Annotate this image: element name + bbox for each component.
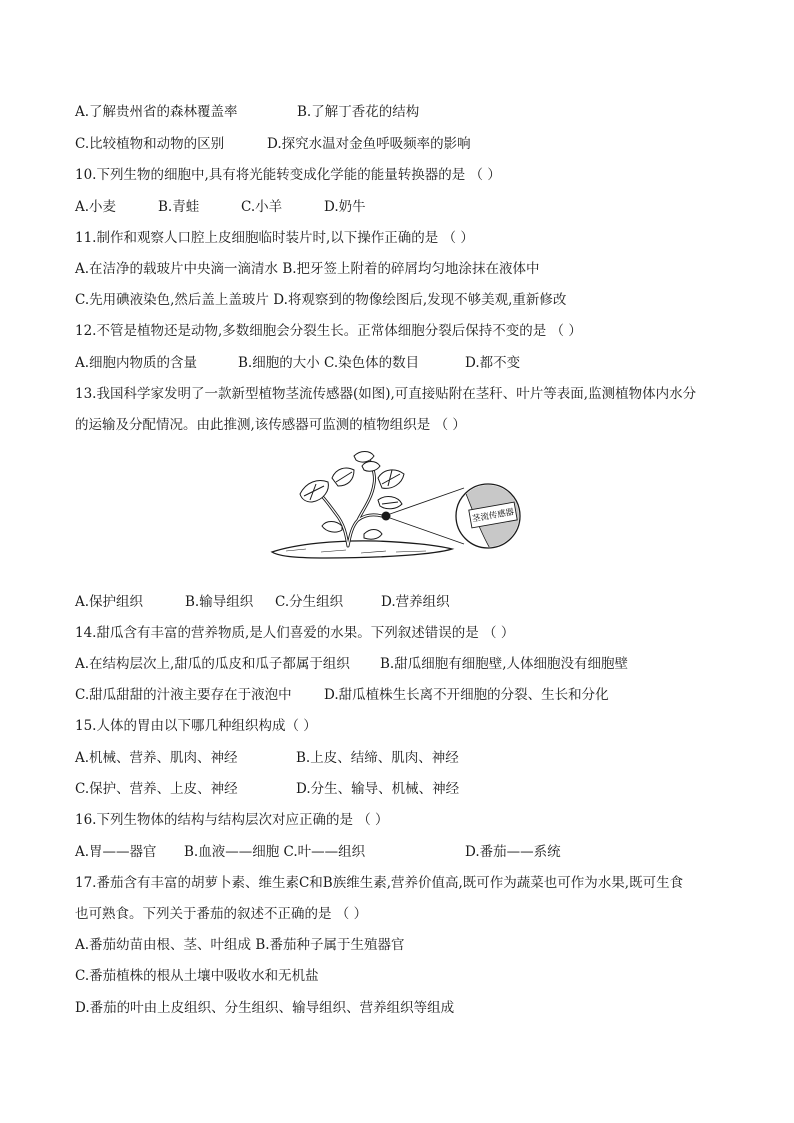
q15-option-a: A.机械、营养、肌肉、神经 xyxy=(75,750,238,766)
q17-option-d: D.番茄的叶由上皮组织、分生组织、输导组织、营养组织等组成 xyxy=(75,1000,455,1016)
plant-sensor-illustration xyxy=(266,448,526,566)
q13-option-d: D.营养组织 xyxy=(381,594,450,610)
ground-hatching xyxy=(286,549,426,553)
plant-sensor-figure xyxy=(266,448,526,566)
q11-options-row-1: A.在洁净的载玻片中央滴一滴清水 B.把牙签上附着的碎屑均匀地涂抹在液体中 xyxy=(75,261,540,277)
q12-stem: 12.不管是植物还是动物,多数细胞会分裂生长。正常体细胞分裂后保持不变的是 （ ） xyxy=(75,323,582,339)
q11-stem: 11.制作和观察人口腔上皮细胞临时装片时,以下操作正确的是 （ ） xyxy=(75,230,474,246)
q9-option-c: C.比较植物和动物的区别 xyxy=(75,136,225,152)
q15-option-b: B.上皮、结缔、肌肉、神经 xyxy=(296,750,459,766)
q10-option-d: D.奶牛 xyxy=(324,199,366,215)
q17-stem-line-2: 也可熟食。下列关于番茄的叙述不正确的是 （ ） xyxy=(75,906,368,922)
q12-option-bc: B.细胞的大小 C.染色体的数目 xyxy=(238,355,420,371)
q9-option-d: D.探究水温对金鱼呼吸频率的影响 xyxy=(267,136,471,152)
q11-options-row-2: C.先用碘液染色,然后盖上盖玻片 D.将观察到的物像绘图后,发现不够美观,重新修改 xyxy=(75,292,567,308)
q13-option-b: B.输导组织 xyxy=(185,594,254,610)
q15-option-d: D.分生、输导、机械、神经 xyxy=(296,781,460,797)
q14-option-a: A.在结构层次上,甜瓜的瓜皮和瓜子都属于组织 xyxy=(75,656,350,672)
q14-stem: 14.甜瓜含有丰富的营养物质,是人们喜爱的水果。下列叙述错误的是 （ ） xyxy=(75,625,515,641)
q17-option-c: C.番茄植株的根从土壤中吸收水和无机盐 xyxy=(75,968,319,984)
q13-option-a: A.保护组织 xyxy=(75,594,144,610)
sensor-attachment-dot xyxy=(382,512,391,521)
q13-stem-line-2: 的运输及分配情况。由此推测,该传感器可监测的植物组织是 （ ） xyxy=(75,417,466,433)
q17-options-row-1: A.番茄幼苗由根、茎、叶组成 B.番茄种子属于生殖器官 xyxy=(75,937,405,953)
q9-option-b: B.了解丁香花的结构 xyxy=(297,104,420,120)
q16-option-a: A.胃——器官 xyxy=(75,844,157,860)
q15-stem: 15.人体的胃由以下哪几种组织构成（ ） xyxy=(75,718,317,734)
q12-option-d: D.都不变 xyxy=(465,355,521,371)
q17-stem-line-1: 17.番茄含有丰富的胡萝卜素、维生素C和B族维生素,营养价值高,既可作为蔬菜也可作为水果,既可生食 xyxy=(75,875,684,891)
q9-option-a: A.了解贵州省的森林覆盖率 xyxy=(75,104,238,120)
q10-option-c: C.小羊 xyxy=(241,199,283,215)
q14-option-c: C.甜瓜甜甜的汁液主要存在于液泡中 xyxy=(75,687,292,703)
q12-option-a: A.细胞内物质的含量 xyxy=(75,355,198,371)
q14-option-b: B.甜瓜细胞有细胞壁,人体细胞没有细胞壁 xyxy=(380,656,629,672)
q16-option-d: D.番茄——系统 xyxy=(465,844,561,860)
q13-option-c: C.分生组织 xyxy=(275,594,344,610)
q14-option-d: D.甜瓜植株生长离不开细胞的分裂、生长和分化 xyxy=(324,687,609,703)
q15-option-c: C.保护、营养、上皮、神经 xyxy=(75,781,238,797)
q13-stem-line-1: 13.我国科学家发明了一款新型植物茎流传感器(如图),可直接贴附在茎秆、叶片等表面,监测植物体内水分 xyxy=(75,386,697,402)
sensor-label: 茎流传感器 xyxy=(471,507,515,525)
q10-option-b: B.青蛙 xyxy=(158,199,200,215)
q10-stem: 10.下列生物的细胞中,具有将光能转变成化学能的能量转换器的是 （ ） xyxy=(75,167,501,183)
q16-option-bc: B.血液——细胞 C.叶——组织 xyxy=(184,844,366,860)
plant-leaves xyxy=(300,452,404,540)
q10-option-a: A.小麦 xyxy=(75,199,117,215)
q16-stem: 16.下列生物体的结构与结构层次对应正确的是 （ ） xyxy=(75,812,389,828)
